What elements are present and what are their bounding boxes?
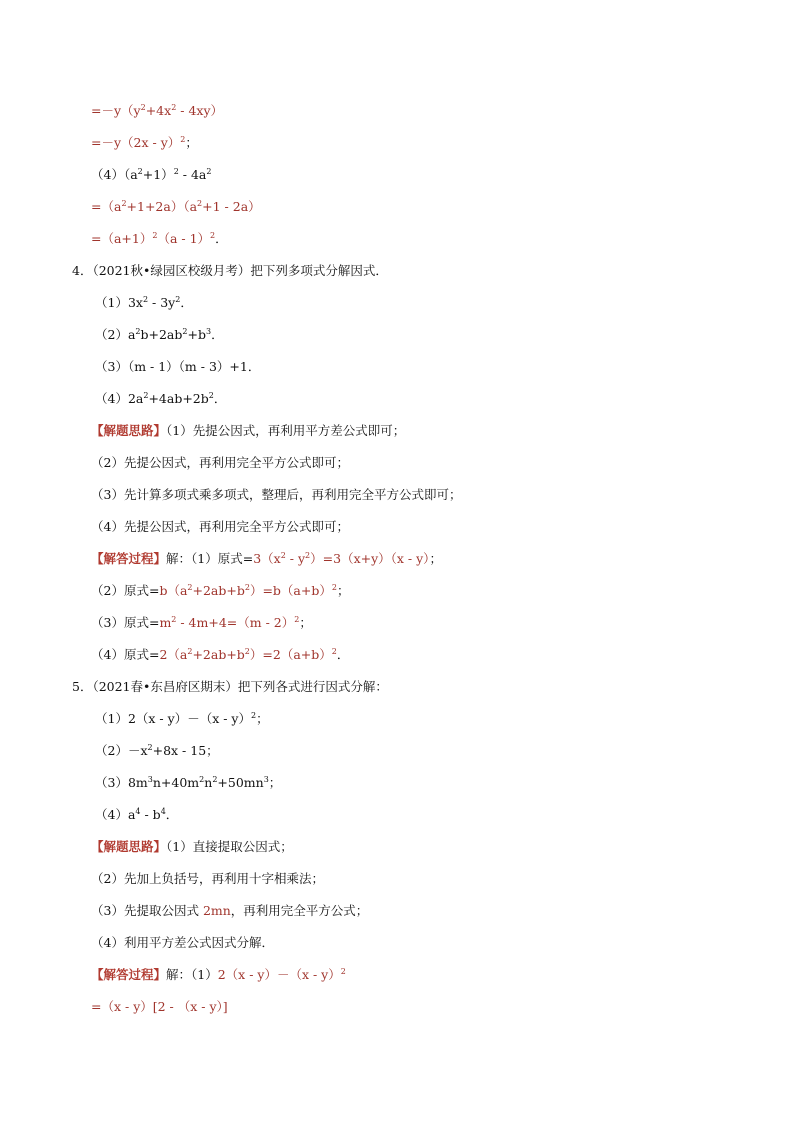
q4-part-1: $(1)3x^2 - 3y^2$． (95, 295, 193, 310)
q5-idea-2: （2）先加上负括号，再利用十字相乘法； (91, 871, 324, 886)
q4-solution-1: 【解答过程】解：（1）原式$=3(x^2 - y^2)=3(x+y)(x - y)$； (91, 551, 442, 566)
q4-idea-1: 【解题思路】（1）先提公因式，再利用平方差公式即可； (91, 423, 406, 438)
expr-line-4: $=(a^2+1+2a)(a^2+1 - 2a)$ (91, 199, 261, 214)
expr-line-1: $=-y(y^2+4x^2 - 4xy)$ (91, 103, 224, 118)
q4-idea-2: （2）先提公因式，再利用完全平方公式即可； (91, 455, 349, 470)
q5-solution-1: 【解答过程】解：（1）2（x - y）－（x - y）$^2$ (91, 967, 346, 982)
q5-idea-4: （4）利用平方差公式因式分解． (91, 935, 274, 950)
q5-part-2: $(2)-x^2+8x - 15$； (95, 743, 219, 758)
solution-process-tag: 【解答过程】 (91, 967, 167, 982)
q5-part-3: $(3)8m^3n+40m^2n^2+50mn^3$； (95, 775, 282, 790)
q4-solution-3: （3）原式$=m^2 - 4m+4=(m - 2)^2$； (91, 615, 312, 630)
q4-part-3: （3）（m - 1）（m - 3）+1． (95, 359, 261, 374)
solution-idea-tag: 【解题思路】 (91, 423, 167, 438)
q4-idea-3: （3）先计算多项式乘多项式，整理后，再利用完全平方公式即可； (91, 487, 462, 502)
solution-process-tag: 【解答过程】 (91, 551, 167, 566)
q5-solution-2: =（x - y）[2 - （x - y）] (91, 999, 228, 1014)
question-5-stem: 5．（2021春•东昌府区期末）把下列各式进行因式分解： (72, 679, 388, 694)
q5-idea-3: （3）先提取公因式 2mn，再利用完全平方公式； (91, 903, 369, 918)
expr-line-3: $(4)(a^2+1)^2 - 4a^2$ (91, 167, 212, 182)
q4-solution-2: （2）原式$=b(a^2+2ab+b^2)=b(a+b)^2$； (91, 583, 350, 598)
expr-line-5: $=(a+1)^2(a - 1)^2$． (91, 231, 228, 246)
solution-idea-tag: 【解题思路】 (91, 839, 167, 854)
q4-part-4: $(4)2a^2+4ab+2b^2$． (95, 391, 227, 406)
expr-line-2: =－y（2x - y）$^2$； (91, 135, 198, 150)
q5-part-1: （1）2（x - y）－（x - y）$^2$； (95, 711, 269, 726)
q5-part-4: $(4)a^4 - b^4$． (95, 807, 179, 822)
q4-solution-4: （4）原式$=2(a^2+2ab+b^2)=2(a+b)^2$． (91, 647, 350, 662)
question-4-stem: 4．（2021秋•绿园区校级月考）把下列多项式分解因式． (72, 263, 388, 278)
q5-idea-1: 【解题思路】（1）直接提取公因式； (91, 839, 293, 854)
q4-idea-4: （4）先提公因式，再利用完全平方公式即可； (91, 519, 349, 534)
q4-part-2: $(2)a^2b+2ab^2+b^3$． (95, 327, 224, 342)
